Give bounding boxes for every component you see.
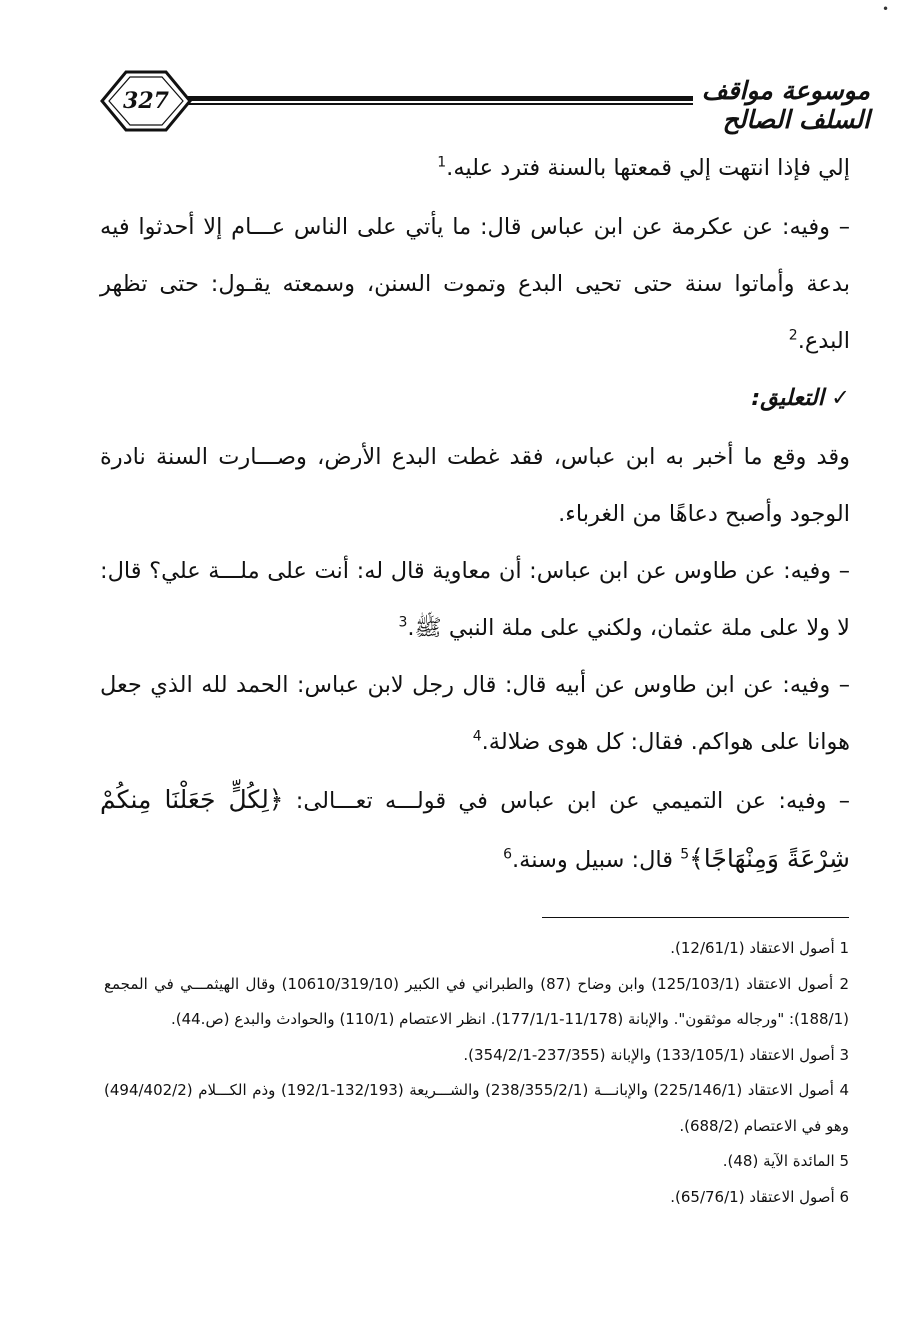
main-text	[100, 140, 850, 889]
paragraph-text: قال: سبيل وسنة.	[511, 847, 681, 873]
book-title: موسوعة مواقف السلف الصالح	[701, 76, 870, 134]
heading-text: التعليق:	[751, 385, 824, 411]
page-number-badge	[100, 70, 192, 132]
footnote: 3 أصول الاعتقاد (133/105/1) والإبانة (237/355-354/2/1).	[463, 1045, 849, 1064]
quran-verse: ﴿لِكُلٍّ جَعَلْنَا مِنكُمْ شِرْعَةً وَمِنْهَاجًا﴾	[100, 785, 850, 873]
footnote: 2 أصول الاعتقاد (125/103/1) وابن وضاح (87) والطبراني في الكبير (10610/319/10) وقال الهيثمـــي في المجمع (188/1): "ورجاله موثقون". والإبانة (11/178-177/1/1). انظر الاعتصام (110/1) والحوادث والبدع (ص.44).	[104, 974, 850, 1028]
footnote: 1 أصول الاعتقاد (12/61/1).	[670, 939, 849, 957]
page-number: 327	[123, 88, 169, 114]
paragraph-text: – وفيه: عن التميمي عن ابن عباس في قولـــه تعـــالى:	[283, 788, 850, 814]
section-heading	[100, 370, 850, 427]
footnote: 5 المائدة الآية (48).	[722, 1152, 849, 1170]
paragraph	[100, 429, 850, 543]
paragraph	[100, 771, 850, 889]
footnotes	[104, 931, 849, 1215]
footnote: 6 أصول الاعتقاد (65/76/1).	[670, 1187, 849, 1206]
footnote-separator	[542, 917, 849, 918]
footnote-ref: 4	[472, 728, 482, 745]
checkmark-icon: ✓	[831, 385, 850, 411]
paragraph-text: – وفيه: عن عكرمة عن ابن عباس قال: ما يأتي على الناس عـــام إلا أحدثوا فيه بدعة وأماتوا سنة حتى تحيى البدع وتموت السنن، وسمعته يقـول: حتى تظهر البدع.	[100, 214, 850, 354]
footnote-ref: 2	[788, 327, 798, 344]
header-rule	[188, 96, 693, 106]
paragraph-text: وقد وقع ما أخبر به ابن عباس، فقد غطت البدع الأرض، وصـــارت السنة نادرة الوجود وأصبح دعاهًا من الغرباء.	[100, 444, 850, 527]
footnote-ref: 3	[398, 614, 408, 631]
paragraph	[100, 543, 850, 657]
paragraph-text: إلي فإذا انتهت إلي قمعتها بالسنة فترد عليه.	[446, 155, 850, 181]
paragraph-text: – وفيه: عن طاوس عن ابن عباس: أن معاوية قال له: أنت على ملـــة علي؟ قال: لا ولا على ملة عثمان، ولكني على ملة النبي ﷺ.	[100, 558, 850, 641]
paragraph	[100, 199, 850, 370]
footnote: 4 أصول الاعتقاد (225/146/1) والإبانـــة (238/355/2/1) والشـــريعة (132/193-192/1) وذم الكـــلام (494/402/2) وهو في الاعتصام (688/2).	[104, 1081, 849, 1135]
paragraph	[100, 140, 850, 197]
corner-mark: •	[882, 2, 890, 16]
page-header	[100, 70, 870, 140]
footnote-ref: 1	[437, 154, 447, 171]
paragraph-text: – وفيه: عن ابن طاوس عن أبيه قال: قال رجل لابن عباس: الحمد لله الذي جعل هوانا على هواكم. فقال: كل هوى ضلالة.	[100, 672, 850, 755]
footnote-ref: 6	[503, 846, 512, 863]
paragraph	[100, 657, 850, 771]
footnote-ref: 5	[680, 846, 690, 863]
